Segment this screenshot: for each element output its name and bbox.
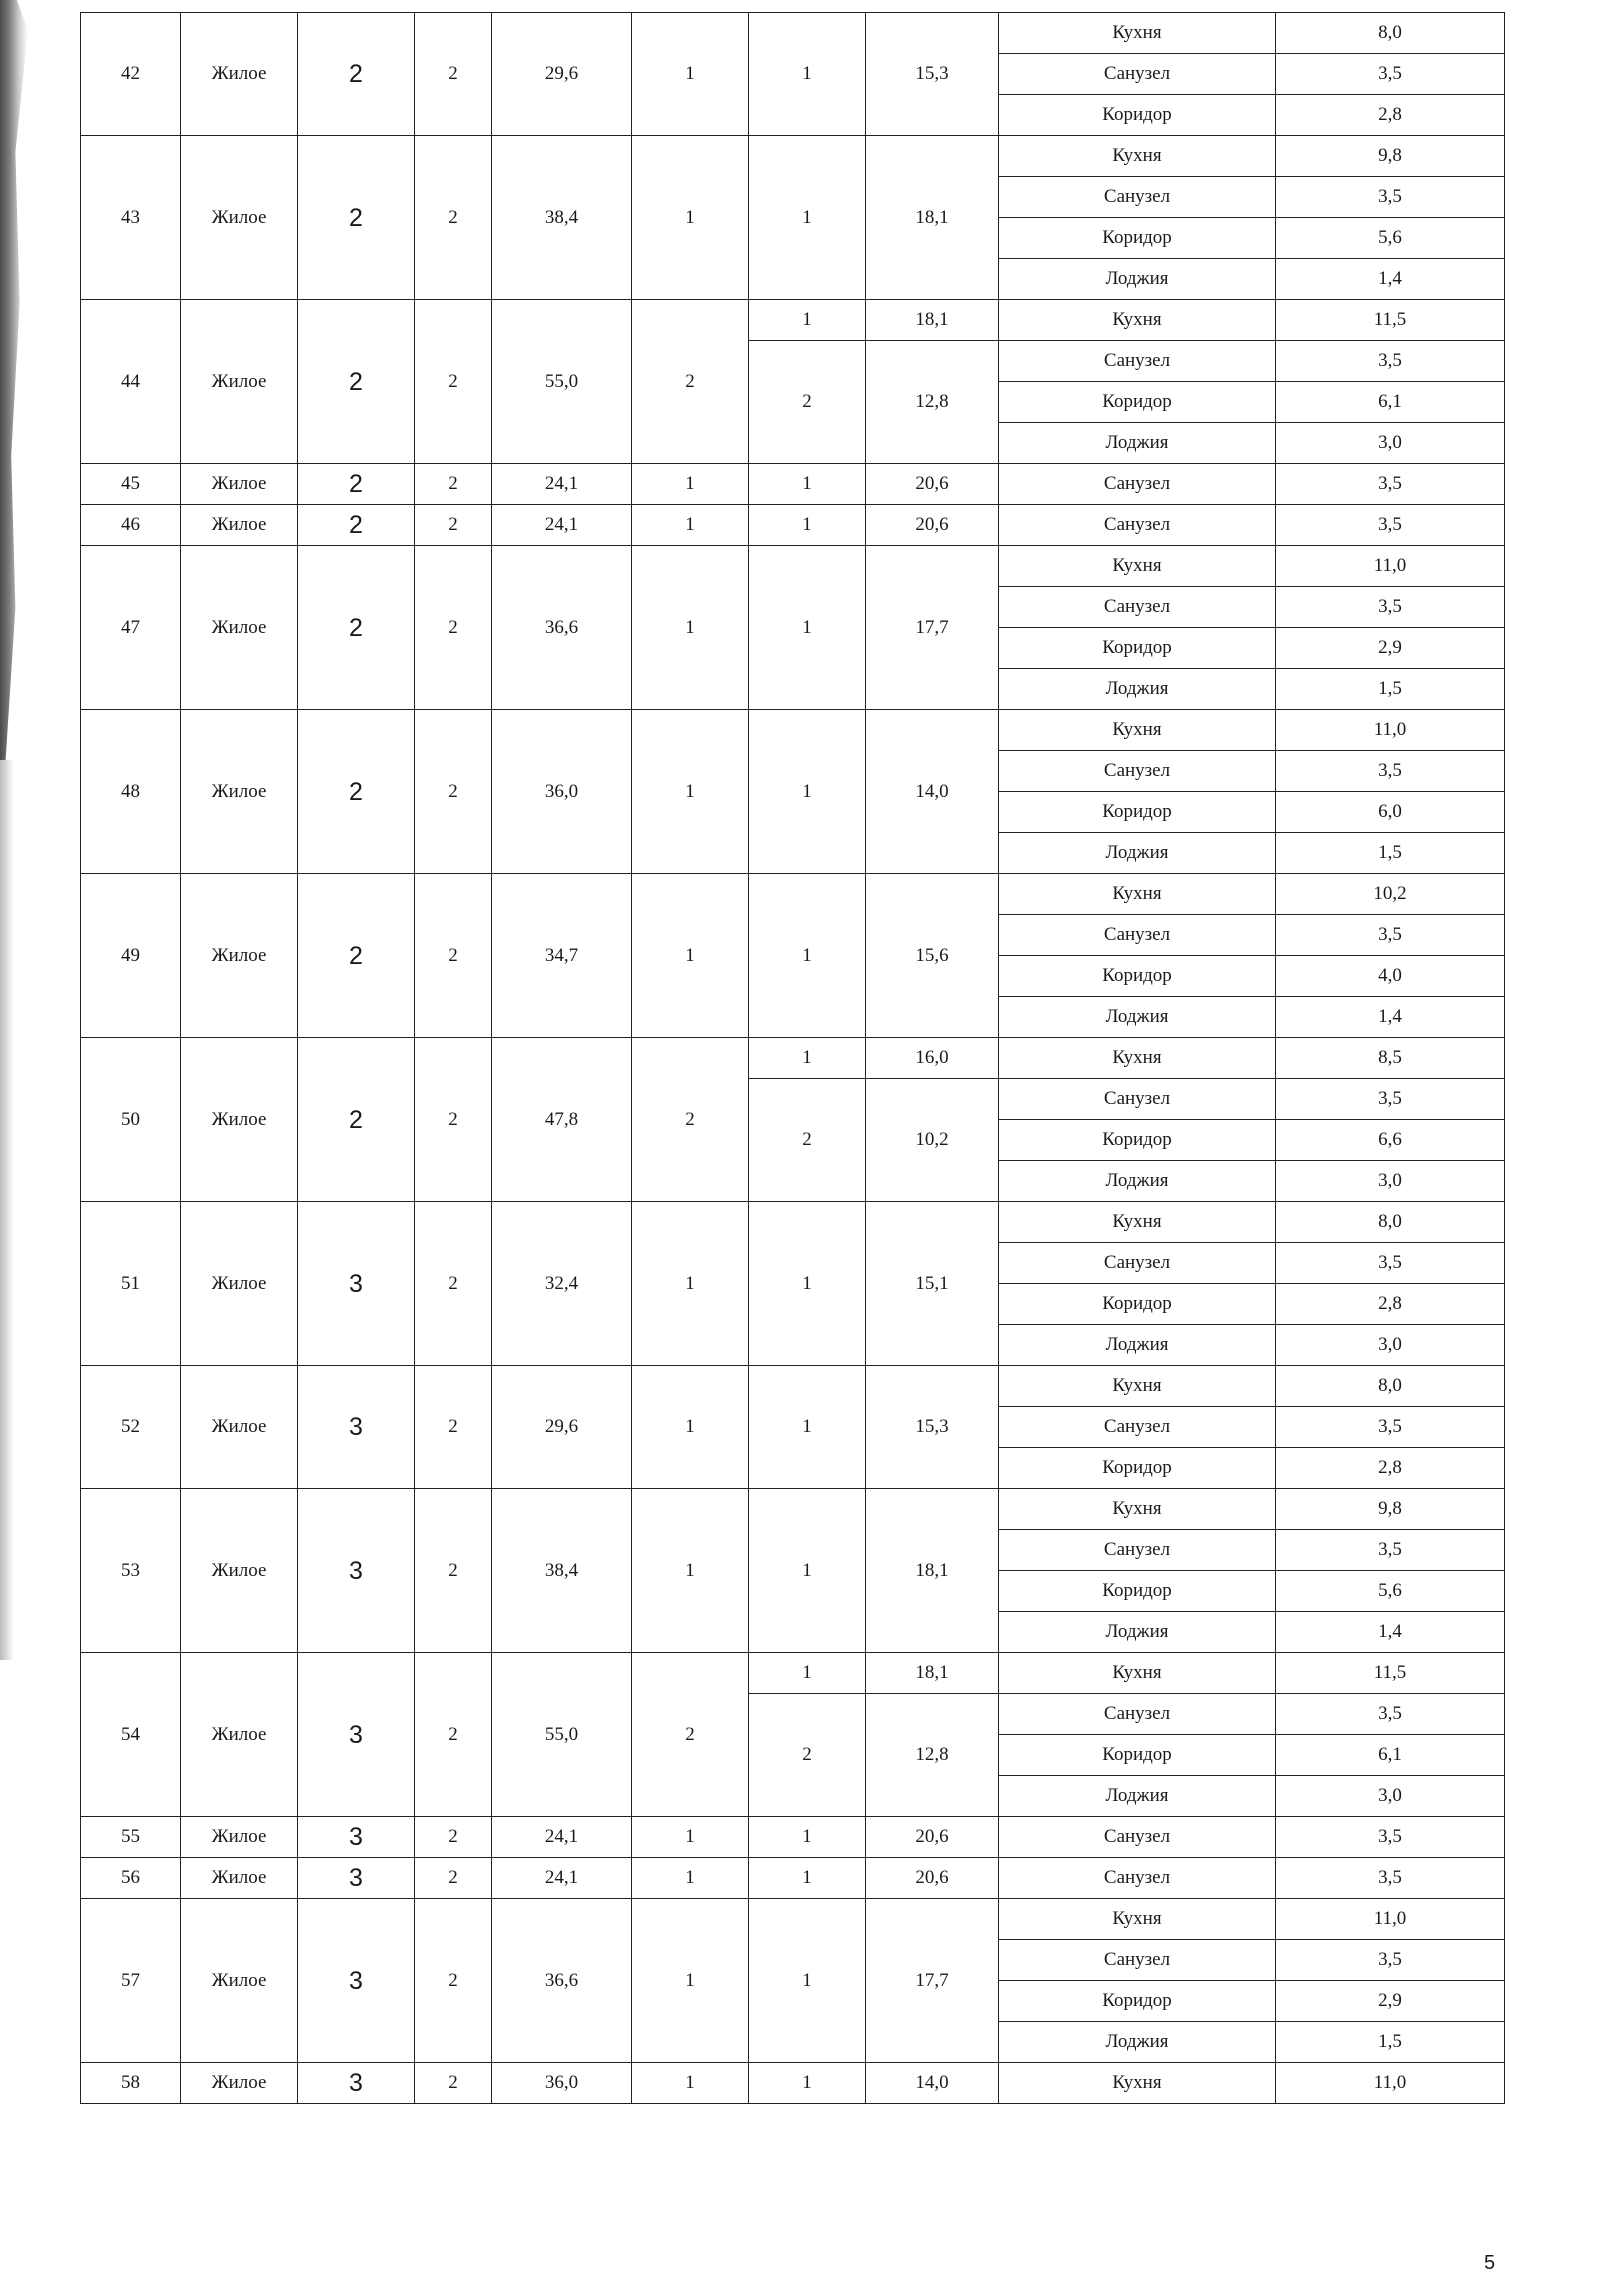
aux-room-area: 11,0 bbox=[1276, 1899, 1505, 1940]
room-number: 1 bbox=[749, 464, 866, 505]
aux-room-area: 5,6 bbox=[1276, 1571, 1505, 1612]
table-row bbox=[81, 464, 1505, 505]
room-area: 15,6 bbox=[866, 874, 999, 1038]
table-row bbox=[81, 1899, 1505, 1940]
room-number: 1 bbox=[749, 1202, 866, 1366]
room-number: 1 bbox=[749, 1366, 866, 1489]
aux-room-area: 8,0 bbox=[1276, 1366, 1505, 1407]
room-area: 16,0 bbox=[866, 1038, 999, 1079]
aux-room-area: 3,5 bbox=[1276, 1079, 1505, 1120]
aux-room-name: Санузел bbox=[999, 54, 1276, 95]
aux-room-name: Лоджия bbox=[999, 1161, 1276, 1202]
aux-room-name: Лоджия bbox=[999, 997, 1276, 1038]
aux-room-name: Лоджия bbox=[999, 1612, 1276, 1653]
aux-room-area: 1,4 bbox=[1276, 1612, 1505, 1653]
aux-room-name: Санузел bbox=[999, 1940, 1276, 1981]
room-area: 17,7 bbox=[866, 546, 999, 710]
aux-room-name: Кухня bbox=[999, 1899, 1276, 1940]
unit-total-area: 36,6 bbox=[492, 1899, 632, 2063]
unit-floor: 2 bbox=[298, 505, 415, 546]
aux-room-area: 11,0 bbox=[1276, 546, 1505, 587]
unit-floor: 2 bbox=[298, 710, 415, 874]
unit-column-4: 2 bbox=[415, 1899, 492, 2063]
unit-rooms-count: 1 bbox=[632, 710, 749, 874]
aux-room-name: Кухня bbox=[999, 546, 1276, 587]
aux-room-name: Санузел bbox=[999, 1817, 1276, 1858]
aux-room-area: 1,5 bbox=[1276, 833, 1505, 874]
aux-room-name: Кухня bbox=[999, 1653, 1276, 1694]
table-row bbox=[81, 505, 1505, 546]
room-number: 2 bbox=[749, 1694, 866, 1817]
aux-room-area: 1,4 bbox=[1276, 997, 1505, 1038]
unit-column-4: 2 bbox=[415, 1817, 492, 1858]
aux-room-name: Коридор bbox=[999, 1981, 1276, 2022]
unit-number: 46 bbox=[81, 505, 181, 546]
unit-rooms-count: 1 bbox=[632, 1817, 749, 1858]
unit-type: Жилое bbox=[181, 1202, 298, 1366]
aux-room-name: Кухня bbox=[999, 1366, 1276, 1407]
aux-room-name: Коридор bbox=[999, 792, 1276, 833]
table-row bbox=[81, 136, 1505, 177]
unit-floor: 2 bbox=[298, 546, 415, 710]
unit-number: 57 bbox=[81, 1899, 181, 2063]
unit-column-4: 2 bbox=[415, 300, 492, 464]
room-area: 20,6 bbox=[866, 1858, 999, 1899]
unit-rooms-count: 1 bbox=[632, 13, 749, 136]
aux-room-area: 1,5 bbox=[1276, 2022, 1505, 2063]
unit-column-4: 2 bbox=[415, 874, 492, 1038]
aux-room-name: Санузел bbox=[999, 1530, 1276, 1571]
unit-number: 55 bbox=[81, 1817, 181, 1858]
unit-rooms-count: 2 bbox=[632, 1038, 749, 1202]
unit-type: Жилое bbox=[181, 464, 298, 505]
table-row bbox=[81, 874, 1505, 915]
table-row bbox=[81, 1653, 1505, 1694]
unit-rooms-count: 1 bbox=[632, 1899, 749, 2063]
aux-room-name: Лоджия bbox=[999, 833, 1276, 874]
unit-total-area: 24,1 bbox=[492, 505, 632, 546]
unit-total-area: 55,0 bbox=[492, 1653, 632, 1817]
unit-type: Жилое bbox=[181, 546, 298, 710]
unit-floor: 3 bbox=[298, 2063, 415, 2104]
unit-type: Жилое bbox=[181, 13, 298, 136]
room-number: 1 bbox=[749, 300, 866, 341]
scan-shadow-edge bbox=[0, 0, 28, 760]
scan-shadow-edge-lower bbox=[0, 760, 14, 1660]
unit-number: 48 bbox=[81, 710, 181, 874]
table-row bbox=[81, 1817, 1505, 1858]
unit-total-area: 24,1 bbox=[492, 1817, 632, 1858]
aux-room-area: 3,5 bbox=[1276, 587, 1505, 628]
unit-total-area: 36,0 bbox=[492, 2063, 632, 2104]
room-area: 17,7 bbox=[866, 1899, 999, 2063]
aux-room-area: 8,0 bbox=[1276, 13, 1505, 54]
table-row bbox=[81, 1858, 1505, 1899]
unit-rooms-count: 2 bbox=[632, 300, 749, 464]
aux-room-name: Санузел bbox=[999, 1079, 1276, 1120]
aux-room-area: 5,6 bbox=[1276, 218, 1505, 259]
aux-room-area: 3,0 bbox=[1276, 1776, 1505, 1817]
aux-room-name: Коридор bbox=[999, 1120, 1276, 1161]
room-area: 18,1 bbox=[866, 1653, 999, 1694]
aux-room-name: Коридор bbox=[999, 956, 1276, 997]
room-area: 18,1 bbox=[866, 1489, 999, 1653]
unit-number: 53 bbox=[81, 1489, 181, 1653]
aux-room-name: Коридор bbox=[999, 218, 1276, 259]
aux-room-name: Санузел bbox=[999, 341, 1276, 382]
aux-room-area: 8,5 bbox=[1276, 1038, 1505, 1079]
unit-total-area: 29,6 bbox=[492, 1366, 632, 1489]
room-number: 1 bbox=[749, 1653, 866, 1694]
aux-room-area: 2,8 bbox=[1276, 1284, 1505, 1325]
room-number: 2 bbox=[749, 1079, 866, 1202]
room-area: 20,6 bbox=[866, 505, 999, 546]
aux-room-name: Коридор bbox=[999, 628, 1276, 669]
unit-column-4: 2 bbox=[415, 505, 492, 546]
table-row bbox=[81, 300, 1505, 341]
unit-type: Жилое bbox=[181, 1038, 298, 1202]
room-area: 14,0 bbox=[866, 710, 999, 874]
room-area: 10,2 bbox=[866, 1079, 999, 1202]
aux-room-area: 3,5 bbox=[1276, 464, 1505, 505]
table-row bbox=[81, 1038, 1505, 1079]
unit-number: 52 bbox=[81, 1366, 181, 1489]
aux-room-name: Санузел bbox=[999, 1694, 1276, 1735]
aux-room-area: 3,5 bbox=[1276, 177, 1505, 218]
aux-room-name: Кухня bbox=[999, 1038, 1276, 1079]
aux-room-name: Санузел bbox=[999, 1858, 1276, 1899]
unit-type: Жилое bbox=[181, 1366, 298, 1489]
aux-room-name: Кухня bbox=[999, 710, 1276, 751]
table-row bbox=[81, 2063, 1505, 2104]
room-area: 18,1 bbox=[866, 300, 999, 341]
unit-floor: 2 bbox=[298, 13, 415, 136]
aux-room-name: Кухня bbox=[999, 136, 1276, 177]
unit-column-4: 2 bbox=[415, 546, 492, 710]
unit-type: Жилое bbox=[181, 300, 298, 464]
table-row bbox=[81, 710, 1505, 751]
unit-total-area: 55,0 bbox=[492, 300, 632, 464]
aux-room-name: Санузел bbox=[999, 505, 1276, 546]
aux-room-name: Санузел bbox=[999, 751, 1276, 792]
aux-room-area: 10,2 bbox=[1276, 874, 1505, 915]
aux-room-name: Лоджия bbox=[999, 1325, 1276, 1366]
aux-room-area: 8,0 bbox=[1276, 1202, 1505, 1243]
unit-floor: 3 bbox=[298, 1817, 415, 1858]
aux-room-area: 6,1 bbox=[1276, 382, 1505, 423]
table-row bbox=[81, 1366, 1505, 1407]
aux-room-name: Кухня bbox=[999, 2063, 1276, 2104]
unit-rooms-count: 1 bbox=[632, 505, 749, 546]
aux-room-name: Санузел bbox=[999, 464, 1276, 505]
room-area: 20,6 bbox=[866, 464, 999, 505]
unit-total-area: 36,6 bbox=[492, 546, 632, 710]
aux-room-area: 1,4 bbox=[1276, 259, 1505, 300]
unit-column-4: 2 bbox=[415, 1038, 492, 1202]
unit-type: Жилое bbox=[181, 505, 298, 546]
room-area: 14,0 bbox=[866, 2063, 999, 2104]
aux-room-area: 9,8 bbox=[1276, 1489, 1505, 1530]
aux-room-area: 3,5 bbox=[1276, 54, 1505, 95]
unit-type: Жилое bbox=[181, 1489, 298, 1653]
aux-room-area: 6,0 bbox=[1276, 792, 1505, 833]
aux-room-name: Коридор bbox=[999, 1284, 1276, 1325]
aux-room-name: Кухня bbox=[999, 300, 1276, 341]
aux-room-area: 3,5 bbox=[1276, 1530, 1505, 1571]
aux-room-area: 6,6 bbox=[1276, 1120, 1505, 1161]
unit-type: Жилое bbox=[181, 1858, 298, 1899]
unit-total-area: 38,4 bbox=[492, 1489, 632, 1653]
aux-room-area: 2,8 bbox=[1276, 1448, 1505, 1489]
aux-room-area: 3,5 bbox=[1276, 751, 1505, 792]
aux-room-area: 3,0 bbox=[1276, 423, 1505, 464]
aux-room-name: Лоджия bbox=[999, 2022, 1276, 2063]
unit-floor: 3 bbox=[298, 1489, 415, 1653]
unit-column-4: 2 bbox=[415, 1653, 492, 1817]
room-number: 1 bbox=[749, 136, 866, 300]
aux-room-area: 9,8 bbox=[1276, 136, 1505, 177]
aux-room-area: 3,5 bbox=[1276, 505, 1505, 546]
unit-total-area: 32,4 bbox=[492, 1202, 632, 1366]
unit-column-4: 2 bbox=[415, 2063, 492, 2104]
room-area: 12,8 bbox=[866, 341, 999, 464]
unit-rooms-count: 1 bbox=[632, 136, 749, 300]
unit-floor: 3 bbox=[298, 1366, 415, 1489]
aux-room-area: 3,5 bbox=[1276, 1940, 1505, 1981]
room-number: 1 bbox=[749, 1858, 866, 1899]
premises-table bbox=[80, 12, 1505, 2104]
unit-rooms-count: 1 bbox=[632, 546, 749, 710]
room-number: 2 bbox=[749, 341, 866, 464]
aux-room-area: 3,5 bbox=[1276, 1407, 1505, 1448]
aux-room-area: 3,0 bbox=[1276, 1161, 1505, 1202]
unit-floor: 2 bbox=[298, 1038, 415, 1202]
aux-room-name: Коридор bbox=[999, 382, 1276, 423]
unit-type: Жилое bbox=[181, 136, 298, 300]
aux-room-area: 3,5 bbox=[1276, 1243, 1505, 1284]
unit-type: Жилое bbox=[181, 2063, 298, 2104]
aux-room-name: Санузел bbox=[999, 587, 1276, 628]
unit-type: Жилое bbox=[181, 1899, 298, 2063]
unit-column-4: 2 bbox=[415, 136, 492, 300]
unit-type: Жилое bbox=[181, 1817, 298, 1858]
aux-room-area: 3,5 bbox=[1276, 1858, 1505, 1899]
unit-total-area: 29,6 bbox=[492, 13, 632, 136]
aux-room-name: Коридор bbox=[999, 1735, 1276, 1776]
aux-room-name: Коридор bbox=[999, 1571, 1276, 1612]
room-number: 1 bbox=[749, 1899, 866, 2063]
unit-total-area: 38,4 bbox=[492, 136, 632, 300]
aux-room-name: Коридор bbox=[999, 1448, 1276, 1489]
aux-room-area: 6,1 bbox=[1276, 1735, 1505, 1776]
unit-number: 43 bbox=[81, 136, 181, 300]
aux-room-area: 11,5 bbox=[1276, 1653, 1505, 1694]
aux-room-name: Санузел bbox=[999, 915, 1276, 956]
aux-room-name: Кухня bbox=[999, 13, 1276, 54]
unit-floor: 2 bbox=[298, 464, 415, 505]
unit-column-4: 2 bbox=[415, 1489, 492, 1653]
unit-floor: 2 bbox=[298, 300, 415, 464]
room-area: 20,6 bbox=[866, 1817, 999, 1858]
room-number: 1 bbox=[749, 505, 866, 546]
unit-column-4: 2 bbox=[415, 1202, 492, 1366]
unit-rooms-count: 1 bbox=[632, 1858, 749, 1899]
unit-number: 47 bbox=[81, 546, 181, 710]
unit-total-area: 36,0 bbox=[492, 710, 632, 874]
aux-room-area: 2,8 bbox=[1276, 95, 1505, 136]
unit-rooms-count: 2 bbox=[632, 1653, 749, 1817]
page-number: 5 bbox=[1484, 2252, 1496, 2274]
aux-room-area: 11,0 bbox=[1276, 710, 1505, 751]
table-row bbox=[81, 13, 1505, 54]
unit-rooms-count: 1 bbox=[632, 2063, 749, 2104]
unit-column-4: 2 bbox=[415, 1858, 492, 1899]
unit-floor: 3 bbox=[298, 1858, 415, 1899]
aux-room-area: 3,5 bbox=[1276, 1817, 1505, 1858]
aux-room-name: Санузел bbox=[999, 177, 1276, 218]
aux-room-name: Лоджия bbox=[999, 669, 1276, 710]
aux-room-area: 3,5 bbox=[1276, 1694, 1505, 1735]
aux-room-area: 3,0 bbox=[1276, 1325, 1505, 1366]
unit-column-4: 2 bbox=[415, 13, 492, 136]
room-area: 12,8 bbox=[866, 1694, 999, 1817]
unit-total-area: 24,1 bbox=[492, 464, 632, 505]
unit-total-area: 24,1 bbox=[492, 1858, 632, 1899]
unit-floor: 3 bbox=[298, 1653, 415, 1817]
aux-room-name: Санузел bbox=[999, 1243, 1276, 1284]
unit-column-4: 2 bbox=[415, 464, 492, 505]
aux-room-name: Кухня bbox=[999, 874, 1276, 915]
room-number: 1 bbox=[749, 546, 866, 710]
unit-number: 44 bbox=[81, 300, 181, 464]
unit-type: Жилое bbox=[181, 710, 298, 874]
unit-rooms-count: 1 bbox=[632, 1489, 749, 1653]
room-number: 1 bbox=[749, 13, 866, 136]
room-number: 1 bbox=[749, 874, 866, 1038]
aux-room-area: 1,5 bbox=[1276, 669, 1505, 710]
unit-number: 45 bbox=[81, 464, 181, 505]
aux-room-name: Коридор bbox=[999, 95, 1276, 136]
aux-room-name: Лоджия bbox=[999, 259, 1276, 300]
aux-room-area: 2,9 bbox=[1276, 628, 1505, 669]
unit-floor: 2 bbox=[298, 874, 415, 1038]
aux-room-area: 3,5 bbox=[1276, 341, 1505, 382]
aux-room-area: 2,9 bbox=[1276, 1981, 1505, 2022]
unit-number: 49 bbox=[81, 874, 181, 1038]
room-number: 1 bbox=[749, 710, 866, 874]
aux-room-name: Лоджия bbox=[999, 1776, 1276, 1817]
room-number: 1 bbox=[749, 1817, 866, 1858]
unit-total-area: 34,7 bbox=[492, 874, 632, 1038]
unit-number: 50 bbox=[81, 1038, 181, 1202]
unit-number: 56 bbox=[81, 1858, 181, 1899]
unit-total-area: 47,8 bbox=[492, 1038, 632, 1202]
room-area: 15,1 bbox=[866, 1202, 999, 1366]
unit-number: 51 bbox=[81, 1202, 181, 1366]
unit-rooms-count: 1 bbox=[632, 464, 749, 505]
table-row bbox=[81, 1489, 1505, 1530]
unit-type: Жилое bbox=[181, 874, 298, 1038]
aux-room-area: 11,0 bbox=[1276, 2063, 1505, 2104]
aux-room-name: Кухня bbox=[999, 1202, 1276, 1243]
room-area: 15,3 bbox=[866, 13, 999, 136]
table-row bbox=[81, 546, 1505, 587]
aux-room-name: Санузел bbox=[999, 1407, 1276, 1448]
unit-rooms-count: 1 bbox=[632, 1366, 749, 1489]
room-number: 1 bbox=[749, 1038, 866, 1079]
unit-rooms-count: 1 bbox=[632, 1202, 749, 1366]
unit-column-4: 2 bbox=[415, 710, 492, 874]
unit-floor: 3 bbox=[298, 1202, 415, 1366]
unit-number: 58 bbox=[81, 2063, 181, 2104]
unit-column-4: 2 bbox=[415, 1366, 492, 1489]
room-area: 18,1 bbox=[866, 136, 999, 300]
aux-room-area: 11,5 bbox=[1276, 300, 1505, 341]
aux-room-area: 4,0 bbox=[1276, 956, 1505, 997]
aux-room-name: Кухня bbox=[999, 1489, 1276, 1530]
room-number: 1 bbox=[749, 2063, 866, 2104]
unit-floor: 3 bbox=[298, 1899, 415, 2063]
aux-room-area: 3,5 bbox=[1276, 915, 1505, 956]
aux-room-name: Лоджия bbox=[999, 423, 1276, 464]
unit-number: 42 bbox=[81, 13, 181, 136]
table-row bbox=[81, 1202, 1505, 1243]
unit-number: 54 bbox=[81, 1653, 181, 1817]
unit-rooms-count: 1 bbox=[632, 874, 749, 1038]
unit-floor: 2 bbox=[298, 136, 415, 300]
unit-type: Жилое bbox=[181, 1653, 298, 1817]
room-number: 1 bbox=[749, 1489, 866, 1653]
room-area: 15,3 bbox=[866, 1366, 999, 1489]
